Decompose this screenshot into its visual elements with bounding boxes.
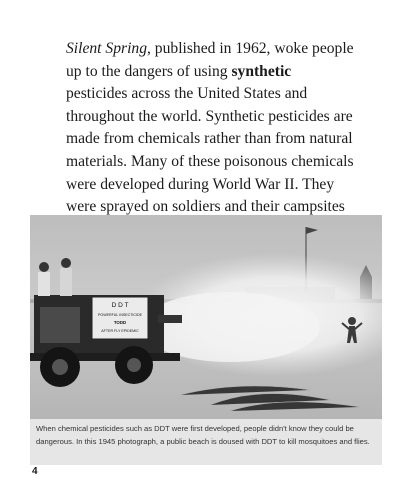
glossary-term: synthetic bbox=[231, 62, 292, 80]
page-number: 4 bbox=[32, 466, 38, 477]
body-text-part-1: , published in 1962, woke people up to the dangers of using bbox=[66, 40, 354, 80]
truck-sign-line-3: TODD bbox=[113, 320, 127, 325]
truck-sign-line-1: D D T bbox=[111, 302, 129, 309]
spray-nozzle bbox=[158, 315, 182, 323]
book-title: Silent Spring bbox=[66, 40, 147, 57]
spray-plume bbox=[140, 292, 320, 362]
truck-sign-line-4: AFTER FLY EPIDEMIC bbox=[101, 329, 139, 333]
truck-sign-line-2: POWERFUL INSECTICIDE bbox=[98, 313, 142, 317]
beach-spraying-illustration bbox=[30, 215, 382, 419]
body-paragraph bbox=[66, 38, 356, 241]
historical-photo bbox=[30, 215, 382, 419]
photo-caption: When chemical pesticides such as DDT were first developed, people didn't know they could be dangerous. In this 1945 photograph, a public beach is doused with DDT to kill mosquitoes and flies. bbox=[36, 424, 370, 446]
body-text-part-2: pesticides across the United States and throughout the world. Synthetic pesticides are made from chemicals rather than from natural materials. Many of these poisonous chemicals were developed during World War II. They were sprayed on soldiers and their campsites bbox=[66, 85, 354, 216]
